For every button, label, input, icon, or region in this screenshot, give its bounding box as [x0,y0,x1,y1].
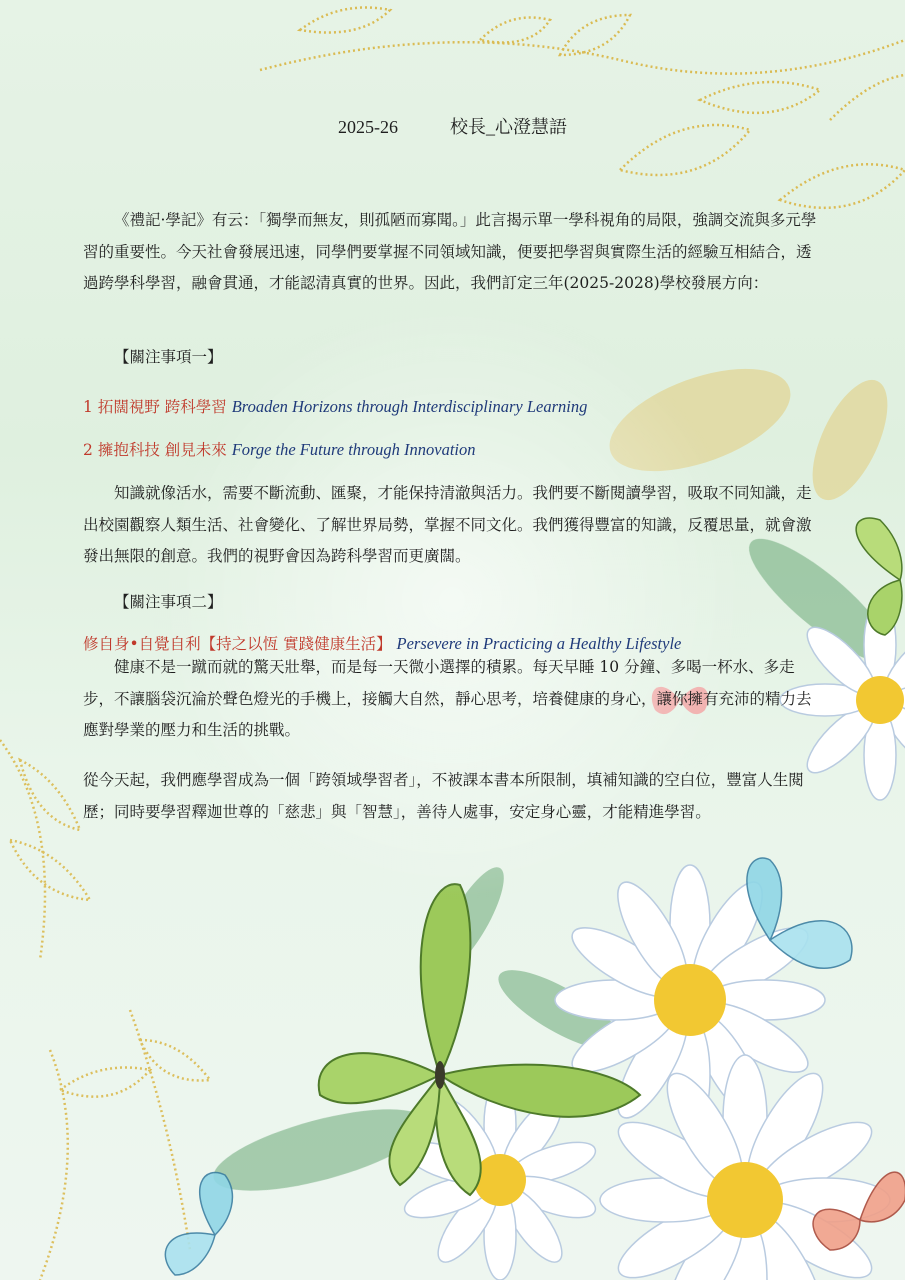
page-title [0,113,905,139]
item-chinese: 拓闊視野 跨科學習 [97,398,227,416]
focus-two-heading: 【關注事項二】 [114,593,223,611]
focus-one-paragraph: 知識就像活水，需要不斷流動、匯聚，才能保持清澈與活力。我們要不斷閱讀學習，吸取不同知識，走出校園觀察人類生活、社會變化、了解世界局勢，掌握不同文化。我們獲得豐富的知識，反覆思量，就會激發出無限的創意。我們的視野會因為跨科學習而更廣闊。 [83,484,812,565]
school-year: 2025-26 [338,117,398,137]
focus-one-item-1 [83,395,587,417]
closing-paragraph: 從今天起，我們應學習成為一個「跨領域學習者」，不被課本書本所限制，填補知識的空白位，豐富人生閱歷；同時要學習釋迦世尊的「慈悲」與「智慧」，善待人處事，安定身心靈，才能精進學習。 [83,771,804,821]
item-english: Persevere in Practicing a Healthy Lifestyle [396,634,682,653]
focus-one-item-2 [83,438,475,460]
intro-paragraph: 《禮記·學記》有云：「獨學而無友，則孤陋而寡聞。」此言揭示單一學科視角的局限，強調交流與多元學習的重要性。今天社會發展迅速，同學們要掌握不同領域知識，便要把學習與實際生活的經驗互相結合，透過跨學科學習，融會貫通，才能認清真實的世界。因此，我們訂定三年(2025-2028)學校發展方向： [83,211,817,292]
item-chinese: 修自身•自覺自利【持之以恆 實踐健康生活】 [83,635,392,653]
item-number: 2 [83,441,93,459]
item-english: Forge the Future through Innovation [231,440,476,459]
focus-two-item [83,632,681,654]
title-heading: 校長_心澄慧語 [450,117,567,137]
focus-two-paragraph: 健康不是一蹴而就的驚天壯舉，而是每一天微小選擇的積累。每天早睡 10 分鐘、多喝一杯水、多走步，不讓腦袋沉淪於聲色燈光的手機上，接觸大自然，靜心思考，培養健康的身心，讓你擁有充沛的精力去應對學業的壓力和生活的挑戰。 [83,658,812,739]
item-number: 1 [83,398,93,416]
item-english: Broaden Horizons through Interdisciplinary Learning [231,397,588,416]
focus-one-heading: 【關注事項一】 [114,348,223,366]
item-chinese: 擁抱科技 創見未來 [97,441,227,459]
